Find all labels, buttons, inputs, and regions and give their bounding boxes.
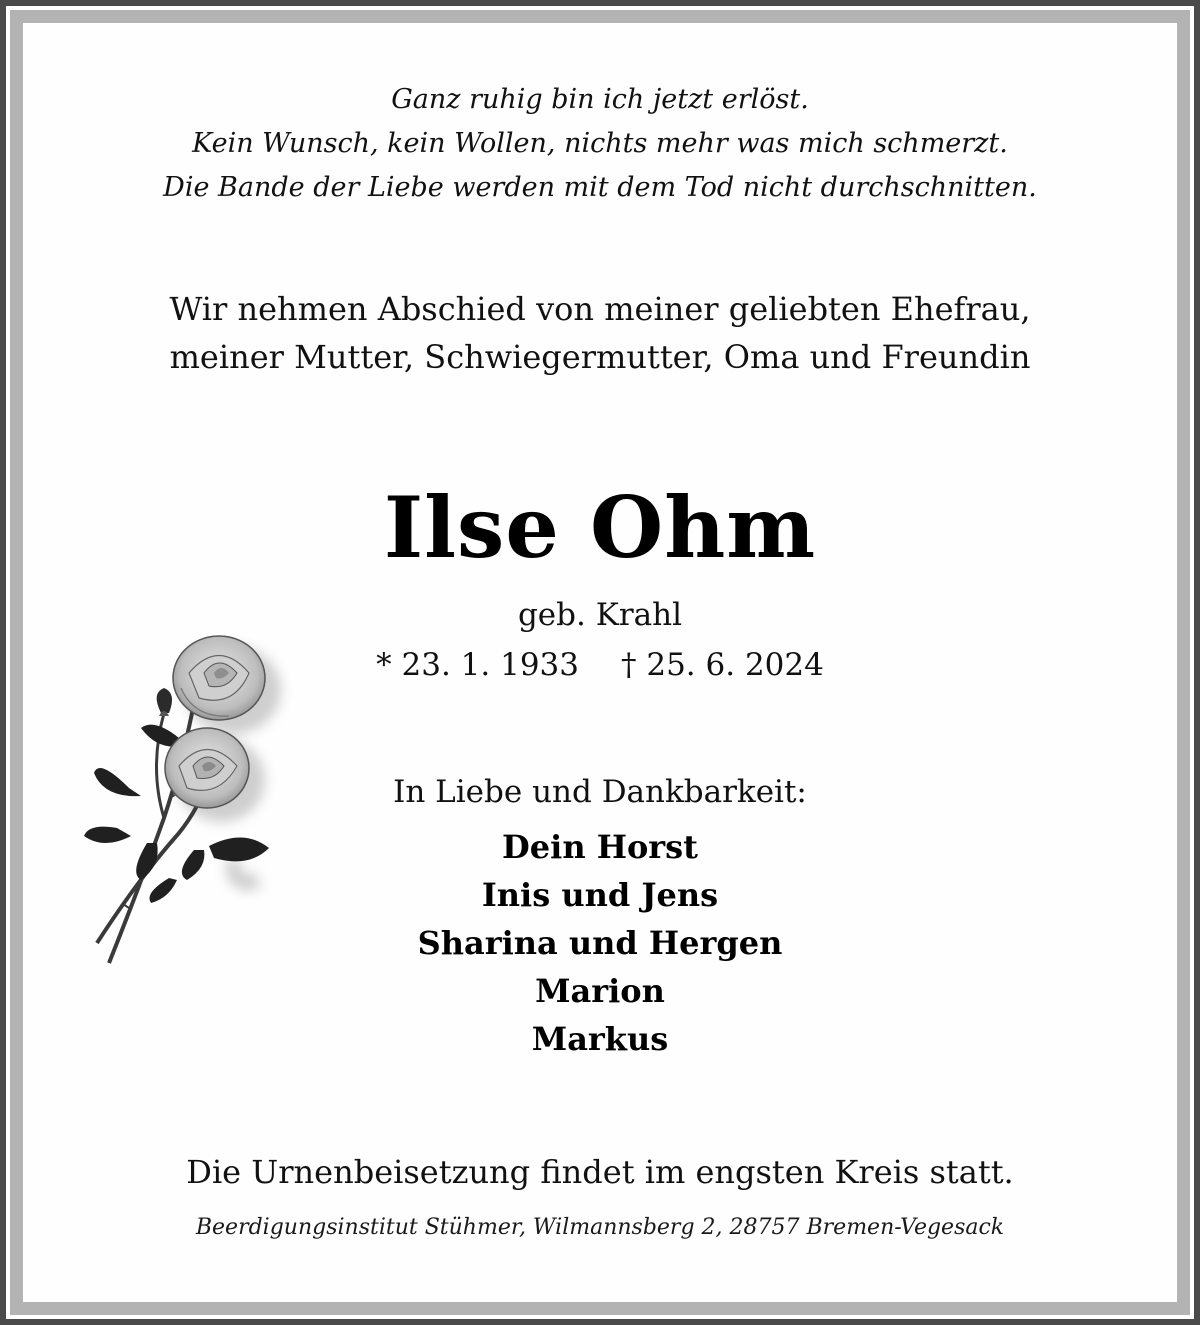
inner-frame: [10, 10, 1190, 1315]
death-date: † 25. 6. 2024: [621, 647, 824, 683]
mourners-list: [23, 823, 1177, 1063]
deceased-name: Ilse Ohm: [383, 478, 817, 577]
poem-line: Ganz ruhig bin ich jetzt erlöst.: [391, 84, 809, 115]
mourner-name: Sharina und Hergen: [417, 924, 783, 962]
poem-line: Kein Wunsch, kein Wollen, nichts mehr was mich schmerzt.: [192, 128, 1008, 159]
obituary-card: [23, 23, 1177, 1302]
frame-gap: [6, 6, 1194, 1319]
mourner-name: Markus: [531, 1020, 669, 1058]
dedication: In Liebe und Dankbarkeit:: [393, 774, 807, 810]
poem: [23, 78, 1177, 210]
farewell-intro: [23, 285, 1177, 381]
intro-line: meiner Mutter, Schwiegermutter, Oma und Freundin: [169, 338, 1031, 376]
intro-line: Wir nehmen Abschied von meiner geliebten Ehefrau,: [169, 290, 1031, 328]
funeral-home: Beerdigungsinstitut Stühmer, Wilmannsberg 2, 28757 Bremen-Vegesack: [195, 1215, 1005, 1240]
mourner-name: Dein Horst: [502, 828, 698, 866]
mourner-name: Marion: [535, 972, 665, 1010]
poem-line: Die Bande der Liebe werden mit dem Tod nicht durchschnitten.: [163, 172, 1037, 203]
maiden-name: geb. Krahl: [517, 597, 683, 633]
burial-notice: Die Urnenbeisetzung findet im engsten Kreis statt.: [186, 1153, 1014, 1191]
mourner-name: Inis und Jens: [481, 876, 719, 914]
birth-date: * 23. 1. 1933: [376, 647, 579, 683]
